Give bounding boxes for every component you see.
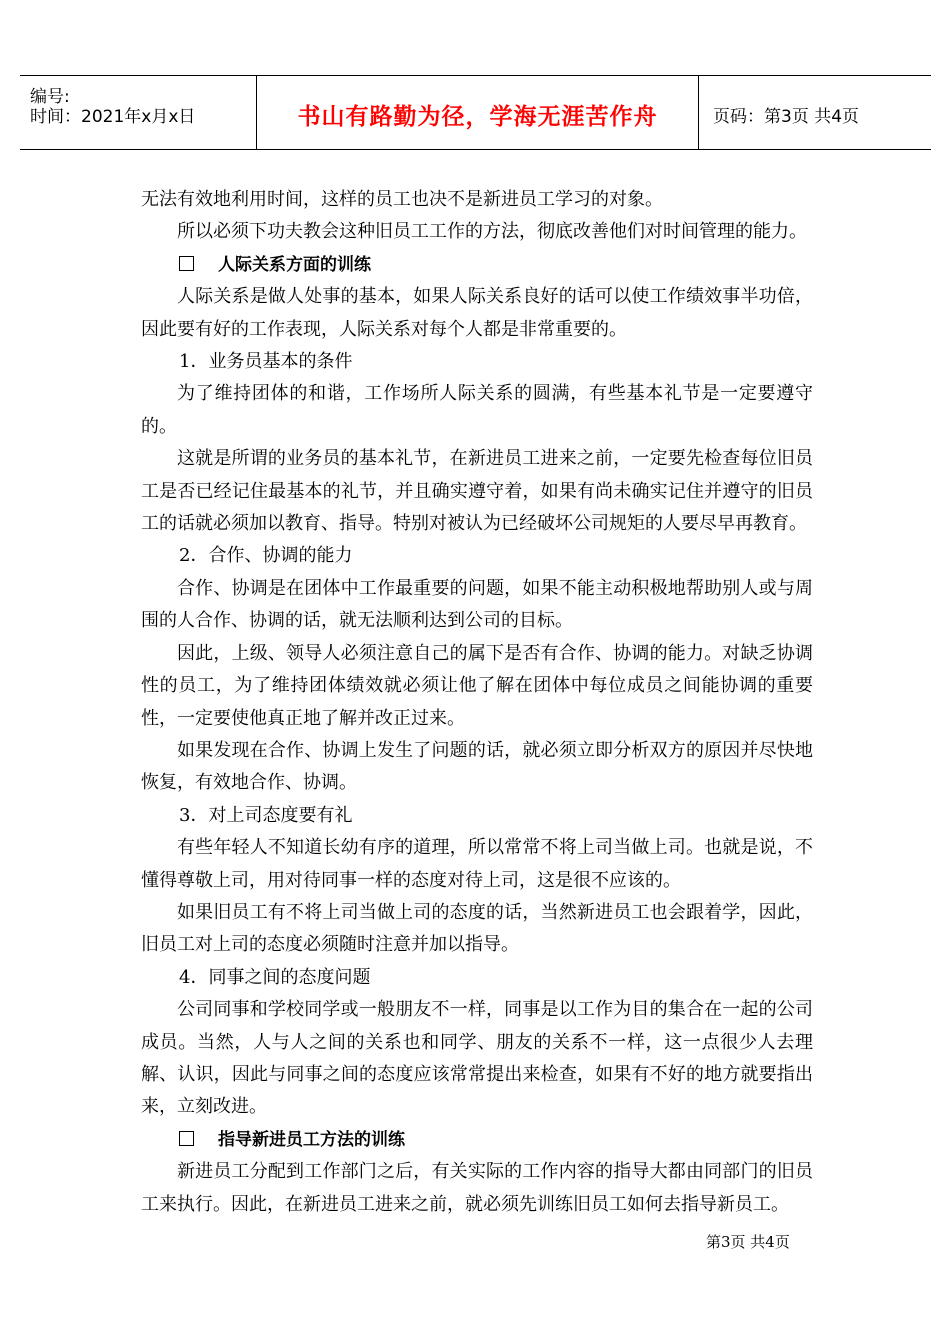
section-heading-text: 指导新进员工方法的训练 bbox=[218, 1129, 405, 1150]
section-heading-text: 人际关系方面的训练 bbox=[218, 254, 371, 275]
paragraph: 为了维持团体的和谐，工作场所人际关系的圆满，有些基本礼节是一定要遵守的。 bbox=[141, 383, 813, 437]
numbered-heading: 4．同事之间的态度问题 bbox=[179, 966, 371, 988]
paragraph: 新进员工分配到工作部门之后，有关实际的工作内容的指导大都由同部门的旧员工来执行。因此，在新进员工进来之前，就必须先训练旧员工如何去指导新员工。 bbox=[141, 1161, 813, 1215]
paragraph: 人际关系是做人处事的基本，如果人际关系良好的话可以使工作绩效事半功倍，因此要有好的工作表现，人际关系对每个人都是非常重要的。 bbox=[141, 286, 813, 340]
checkbox-icon bbox=[179, 1131, 194, 1146]
section-heading bbox=[141, 249, 813, 281]
header-meta bbox=[20, 76, 257, 149]
numbered-heading: 3．对上司态度要有礼 bbox=[179, 804, 353, 826]
page-header bbox=[20, 75, 931, 150]
paragraph: 如果旧员工有不将上司当做上司的态度的话，当然新进员工也会跟着学，因此，旧员工对上司的态度必须随时注意并加以指导。 bbox=[141, 901, 813, 956]
paragraph: 无法有效地利用时间，这样的员工也决不是新进员工学习的对象。 bbox=[141, 189, 663, 210]
page-footer: 第3页 共4页 bbox=[706, 1233, 790, 1251]
checkbox-icon bbox=[179, 256, 194, 271]
numbered-heading: 1．业务员基本的条件 bbox=[179, 351, 353, 373]
paragraph: 因此，上级、领导人必须注意自己的属下是否有合作、协调的能力。对缺乏协调性的员工，为了维持团体绩效就必须让他了解在团体中每位成员之间能协调的重要性，一定要使他真正地了解并改正过来。 bbox=[141, 642, 813, 729]
header-motto: 书山有路勤为径，学海无涯苦作舟 bbox=[297, 104, 658, 130]
document-number-label: 编号: bbox=[30, 87, 70, 107]
paragraph: 这就是所谓的业务员的基本礼节，在新进员工进来之前，一定要先检查每位旧员工是否已经记住最基本的礼节，并且确实遵守着，如果有尚未确实记住并遵守的旧员工的话就必须加以教育、指导。特别对被认为已经破坏公司规矩的人要尽早再教育。 bbox=[141, 448, 813, 535]
paragraph: 有些年轻人不知道长幼有序的道理，所以常常不将上司当做上司。也就是说，不懂得尊敬上司，用对待同事一样的态度对待上司，这是很不应该的。 bbox=[141, 837, 813, 891]
section-heading bbox=[141, 1124, 813, 1156]
paragraph: 所以必须下功夫教会这种旧员工工作的方法，彻底改善他们对时间管理的能力。 bbox=[177, 221, 807, 243]
header-page-number: 页码：第3页 共4页 bbox=[713, 107, 860, 127]
header-motto-cell bbox=[257, 76, 699, 149]
document-time-label: 时间：2021年x月x日 bbox=[30, 107, 196, 127]
header-page-cell bbox=[699, 76, 931, 149]
paragraph: 合作、协调是在团体中工作最重要的问题，如果不能主动积极地帮助别人或与周围的人合作、协调的话，就无法顺利达到公司的目标。 bbox=[141, 577, 813, 632]
paragraph: 如果发现在合作、协调上发生了问题的话，就必须立即分析双方的原因并尽快地恢复，有效地合作、协调。 bbox=[141, 739, 813, 794]
document-body bbox=[141, 184, 813, 1221]
numbered-heading: 2．合作、协调的能力 bbox=[179, 545, 353, 567]
paragraph: 公司同事和学校同学或一般朋友不一样，同事是以工作为目的集合在一起的公司成员。当然，人与人之间的关系也和同学、朋友的关系不一样，这一点很少人去理解、认识，因此与同事之间的态度应该常常提出来检查，如果有不好的地方就要指出来，立刻改进。 bbox=[141, 999, 813, 1118]
